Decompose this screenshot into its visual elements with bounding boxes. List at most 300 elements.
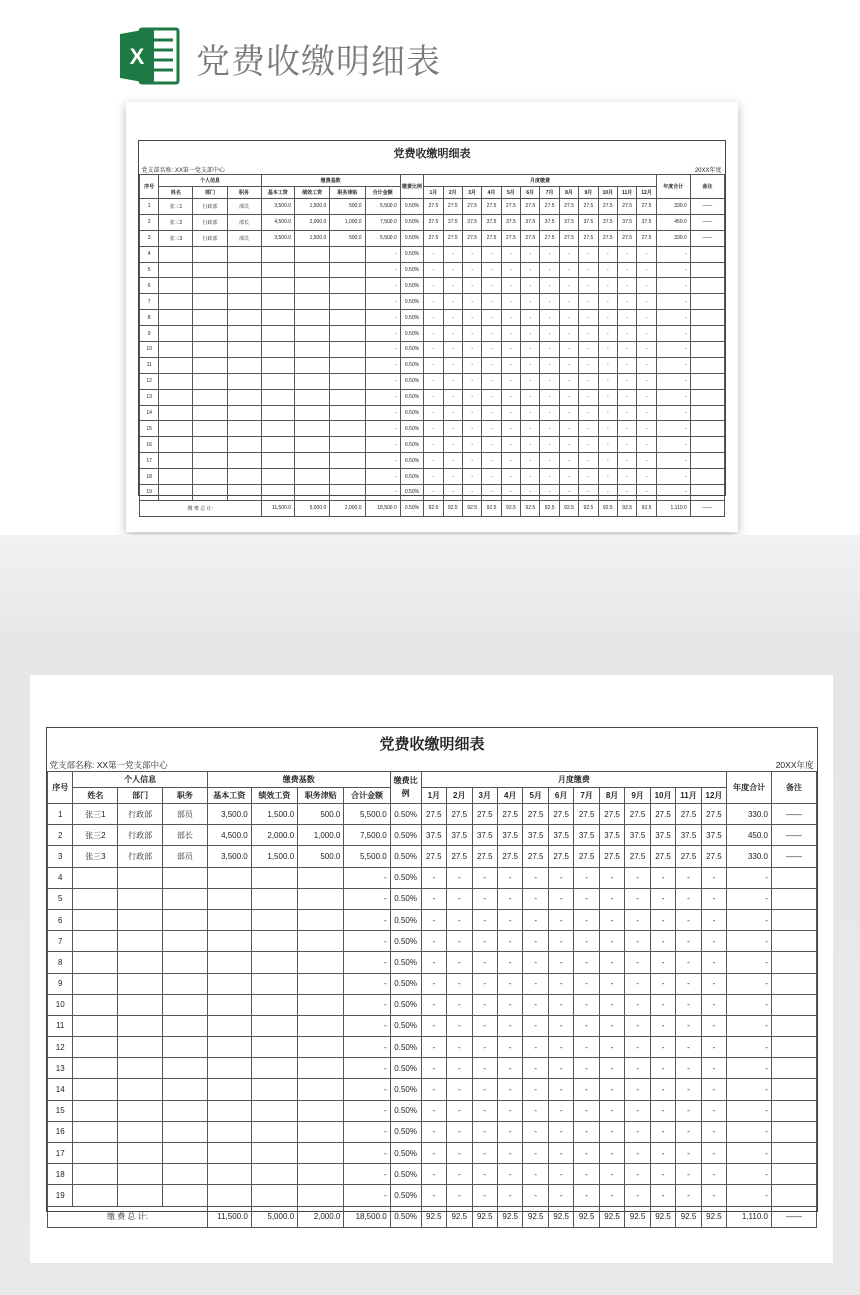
cell-month: 27.5 [472,846,497,867]
excel-icon-letter: X [129,44,145,69]
cell-month: 37.5 [617,214,636,230]
cell-ratio: 0.50% [400,469,423,485]
cell-empty [227,326,261,342]
cell-empty [193,437,227,453]
cell-empty [298,994,344,1015]
cell-month: - [637,389,656,405]
cell-month: - [482,453,501,469]
cell-empty [330,389,365,405]
cell-empty [159,405,193,421]
cell-month: - [676,973,701,994]
cell-month: - [447,1143,472,1164]
cell-month: 27.5 [540,230,559,246]
cell-month: - [462,469,481,485]
cell-remark [771,1079,816,1100]
cell-total: - [365,246,400,262]
cell-month: - [559,278,578,294]
cell-month: - [637,373,656,389]
cell-month: - [424,421,443,437]
cell-month: - [501,469,520,485]
cell-empty [207,1185,251,1206]
table-row [140,485,725,501]
cell-empty [298,931,344,952]
cell-empty [159,421,193,437]
table-row [140,310,725,326]
cell-remark [690,294,724,310]
totals-annual: 1,110.0 [656,500,690,516]
document-title: 党费收缴明细表 [196,42,441,82]
cell-month: - [598,421,617,437]
cell-month: - [617,326,636,342]
cell-remark [690,278,724,294]
cell-month: - [650,973,675,994]
totals-label: 缴 费 总 计: [48,1206,208,1227]
totals-total: 18,500.0 [365,500,400,516]
cell-month: - [676,909,701,930]
cell-month: - [482,405,501,421]
cell-ratio: 0.50% [390,1164,421,1185]
cell-month: - [579,294,598,310]
cell-month: - [701,1058,726,1079]
cell-month: - [548,867,573,888]
totals-month: 92.5 [521,500,540,516]
cell-month: - [559,373,578,389]
header-seq: 序号 [48,772,73,804]
cell-allowance: 500.0 [298,804,344,825]
cell-remark [771,1164,816,1185]
cell-seq: 13 [140,389,159,405]
cell-empty [298,952,344,973]
cell-empty [261,310,294,326]
cell-ratio: 0.50% [390,1037,421,1058]
cell-empty [251,973,297,994]
cell-empty [298,888,344,909]
cell-month: - [625,1164,650,1185]
cell-total: - [344,1058,390,1079]
cell-month: - [617,421,636,437]
cell-month: - [625,1185,650,1206]
cell-month: - [599,952,624,973]
cell-month: - [574,1058,599,1079]
cell-ratio: 0.50% [400,214,423,230]
cell-basic: 3,500.0 [261,230,294,246]
cell-ratio: 0.50% [400,310,423,326]
cell-ratio: 0.50% [390,1185,421,1206]
totals-month: 92.5 [650,1206,675,1227]
cell-month: - [497,1185,522,1206]
cell-seq: 11 [48,1015,73,1036]
cell-month: - [559,262,578,278]
cell-month: - [447,1185,472,1206]
cell-month: - [443,437,462,453]
header-remark: 备注 [690,175,724,199]
cell-month: - [501,342,520,358]
cell-month: - [482,357,501,373]
cell-name: 张三2 [73,825,118,846]
cell-empty [227,437,261,453]
cell-month: - [424,405,443,421]
cell-month: - [579,262,598,278]
cell-perf: 1,500.0 [295,199,330,215]
header-allowance: 职务津贴 [330,187,365,199]
cell-month: - [521,294,540,310]
cell-seq: 8 [140,310,159,326]
cell-month: - [559,310,578,326]
cell-month: - [676,1079,701,1100]
cell-remark [771,867,816,888]
cell-empty [207,994,251,1015]
cell-month: - [579,342,598,358]
cell-month: - [598,246,617,262]
cell-month: - [462,310,481,326]
cell-month: - [637,357,656,373]
cell-month: - [447,1015,472,1036]
header-fee-base: 缴费基数 [207,772,390,788]
header-month: 11月 [676,788,701,804]
totals-month: 92.5 [443,500,462,516]
cell-total: - [365,342,400,358]
cell-post: 部长 [163,825,208,846]
cell-month: - [540,453,559,469]
cell-month: - [421,994,446,1015]
cell-empty [207,1143,251,1164]
cell-month: - [523,1037,548,1058]
cell-month: - [598,294,617,310]
cell-month: - [462,373,481,389]
cell-month: - [521,389,540,405]
cell-empty [207,1121,251,1142]
cell-month: 27.5 [447,804,472,825]
cell-month: 37.5 [443,214,462,230]
cell-annual: 330.0 [656,230,690,246]
cell-name: 张三1 [73,804,118,825]
cell-empty [118,1058,163,1079]
cell-ratio: 0.50% [390,909,421,930]
cell-month: 27.5 [548,804,573,825]
header-month: 3月 [462,187,481,199]
table-row [140,230,725,246]
cell-empty [207,1100,251,1121]
cell-empty [251,931,297,952]
cell-month: - [676,1143,701,1164]
cell-month: - [497,1164,522,1185]
cell-empty [159,469,193,485]
cell-month: - [637,405,656,421]
header-month: 12月 [701,788,726,804]
cell-ratio: 0.50% [390,1015,421,1036]
cell-month: - [625,1121,650,1142]
cell-empty [330,262,365,278]
cell-empty [193,262,227,278]
cell-empty [298,973,344,994]
cell-empty [295,357,330,373]
cell-month: - [548,1037,573,1058]
cell-month: - [424,342,443,358]
cell-remark [690,262,724,278]
cell-month: - [540,373,559,389]
cell-month: - [599,1185,624,1206]
cell-empty [118,1015,163,1036]
header-month: 9月 [579,187,598,199]
cell-empty [118,1079,163,1100]
cell-month: - [625,973,650,994]
cell-empty [73,1015,118,1036]
cell-seq: 14 [140,405,159,421]
cell-month: - [424,278,443,294]
cell-empty [298,867,344,888]
cell-seq: 10 [48,994,73,1015]
cell-month: 37.5 [462,214,481,230]
cell-remark [771,1037,816,1058]
cell-month: - [501,405,520,421]
cell-month: 37.5 [482,214,501,230]
cell-month: - [637,421,656,437]
cell-month: - [559,357,578,373]
cell-seq: 19 [140,485,159,501]
cell-total: 5,500.0 [365,230,400,246]
cell-remark [690,405,724,421]
cell-month: - [574,1037,599,1058]
cell-month: - [424,373,443,389]
cell-empty [163,1015,208,1036]
cell-month: 37.5 [598,214,617,230]
header-month: 7月 [574,788,599,804]
cell-month: - [625,888,650,909]
cell-empty [330,342,365,358]
cell-month: - [579,389,598,405]
cell-remark [690,373,724,389]
cell-month: 27.5 [617,199,636,215]
cell-month: 27.5 [548,846,573,867]
cell-empty [298,1121,344,1142]
cell-empty [330,373,365,389]
cell-month: - [599,867,624,888]
cell-total: - [344,1185,390,1206]
cell-month: - [443,405,462,421]
cell-month: 27.5 [521,199,540,215]
cell-perf: 2,000.0 [251,825,297,846]
cell-month: - [574,952,599,973]
cell-month: 27.5 [424,230,443,246]
cell-empty [227,453,261,469]
cell-month: - [443,262,462,278]
cell-empty [159,437,193,453]
table-row [140,199,725,215]
cell-month: 27.5 [599,846,624,867]
cell-empty [330,310,365,326]
cell-month: - [523,1143,548,1164]
cell-empty [207,1015,251,1036]
table-row [48,825,817,846]
cell-month: - [637,262,656,278]
header-fee-ratio: 缴费比例 [400,175,423,199]
cell-seq: 19 [48,1185,73,1206]
cell-month: - [497,1143,522,1164]
cell-empty [163,909,208,930]
cell-month: - [599,1143,624,1164]
cell-empty [159,246,193,262]
cell-seq: 17 [48,1143,73,1164]
cell-month: - [579,278,598,294]
cell-month: - [501,294,520,310]
cell-empty [295,262,330,278]
cell-empty [118,1100,163,1121]
cell-empty [207,1037,251,1058]
cell-month: 27.5 [540,199,559,215]
totals-month: 92.5 [617,500,636,516]
cell-month: - [424,485,443,501]
cell-month: 27.5 [472,804,497,825]
cell-month: - [523,1079,548,1100]
cell-month: 27.5 [559,199,578,215]
cell-empty [330,437,365,453]
cell-empty [118,1143,163,1164]
cell-annual: - [656,310,690,326]
cell-total: - [344,973,390,994]
cell-month: - [625,1037,650,1058]
table-row [140,437,725,453]
cell-month: 27.5 [462,199,481,215]
cell-month: 27.5 [462,230,481,246]
header-dept: 部门 [193,187,227,199]
cell-total: - [365,389,400,405]
cell-month: - [521,373,540,389]
cell-empty [261,357,294,373]
cell-month: - [443,310,462,326]
cell-month: - [598,278,617,294]
cell-remark: —— [771,804,816,825]
cell-month: - [523,1100,548,1121]
cell-empty [261,453,294,469]
cell-month: - [650,952,675,973]
cell-basic: 3,500.0 [207,804,251,825]
cell-month: - [617,405,636,421]
cell-remark [771,994,816,1015]
cell-empty [207,1164,251,1185]
cell-month: - [598,357,617,373]
cell-empty [330,469,365,485]
totals-row [140,500,725,516]
cell-empty [330,246,365,262]
cell-month: - [559,294,578,310]
cell-empty [73,1185,118,1206]
cell-month: - [482,373,501,389]
totals-basic: 11,500.0 [207,1206,251,1227]
cell-month: - [676,952,701,973]
cell-month: - [482,469,501,485]
cell-month: - [676,931,701,952]
cell-month: 27.5 [501,230,520,246]
cell-annual: - [727,867,772,888]
cell-month: - [497,1058,522,1079]
cell-empty [295,326,330,342]
header-basic: 基本工资 [261,187,294,199]
cell-month: - [497,888,522,909]
cell-annual: - [656,326,690,342]
cell-empty [118,931,163,952]
cell-month: - [462,246,481,262]
cell-month: - [462,326,481,342]
cell-remark [690,310,724,326]
cell-remark [771,973,816,994]
cell-total: - [344,867,390,888]
cell-total: 5,500.0 [365,199,400,215]
cell-month: 37.5 [676,825,701,846]
cell-total: - [344,952,390,973]
cell-month: - [523,1185,548,1206]
header-personal-info: 个人信息 [73,772,207,788]
cell-empty [227,485,261,501]
cell-empty [163,867,208,888]
cell-total: - [344,1143,390,1164]
cell-remark [771,1143,816,1164]
cell-empty [261,485,294,501]
party-fee-table [47,728,817,1228]
header-month: 1月 [421,788,446,804]
cell-month: - [676,1164,701,1185]
totals-ratio: 0.50% [400,500,423,516]
cell-month: - [482,278,501,294]
cell-month: 37.5 [447,825,472,846]
cell-month: - [617,485,636,501]
cell-annual: - [727,888,772,909]
cell-month: - [462,453,481,469]
cell-month: - [701,1143,726,1164]
cell-month: - [579,453,598,469]
cell-post: 部员 [163,804,208,825]
cell-month: - [599,994,624,1015]
cell-month: - [598,437,617,453]
cell-month: - [574,973,599,994]
header-fee-ratio: 缴费比例 [390,772,421,804]
cell-month: 27.5 [637,199,656,215]
cell-month: - [579,469,598,485]
cell-perf: 1,500.0 [251,804,297,825]
cell-month: - [501,373,520,389]
cell-empty [298,1037,344,1058]
cell-seq: 1 [140,199,159,215]
cell-remark [690,421,724,437]
cell-ratio: 0.50% [400,421,423,437]
cell-ratio: 0.50% [400,405,423,421]
cell-annual: - [656,453,690,469]
cell-month: - [421,909,446,930]
cell-month: - [548,1185,573,1206]
cell-total: - [365,421,400,437]
cell-month: - [617,278,636,294]
cell-remark [690,342,724,358]
cell-month: - [501,485,520,501]
cell-empty [251,867,297,888]
cell-month: 27.5 [443,230,462,246]
cell-empty [118,888,163,909]
table-row [48,1143,817,1164]
cell-month: - [472,973,497,994]
cell-empty [251,994,297,1015]
cell-month: - [548,1079,573,1100]
totals-month: 92.5 [472,1206,497,1227]
totals-month: 92.5 [579,500,598,516]
cell-month: - [462,342,481,358]
cell-ratio: 0.50% [390,1121,421,1142]
cell-empty [330,326,365,342]
totals-ratio: 0.50% [390,1206,421,1227]
cell-empty [295,310,330,326]
cell-month: 27.5 [447,846,472,867]
cell-remark [690,437,724,453]
cell-empty [73,973,118,994]
cell-annual: - [727,973,772,994]
